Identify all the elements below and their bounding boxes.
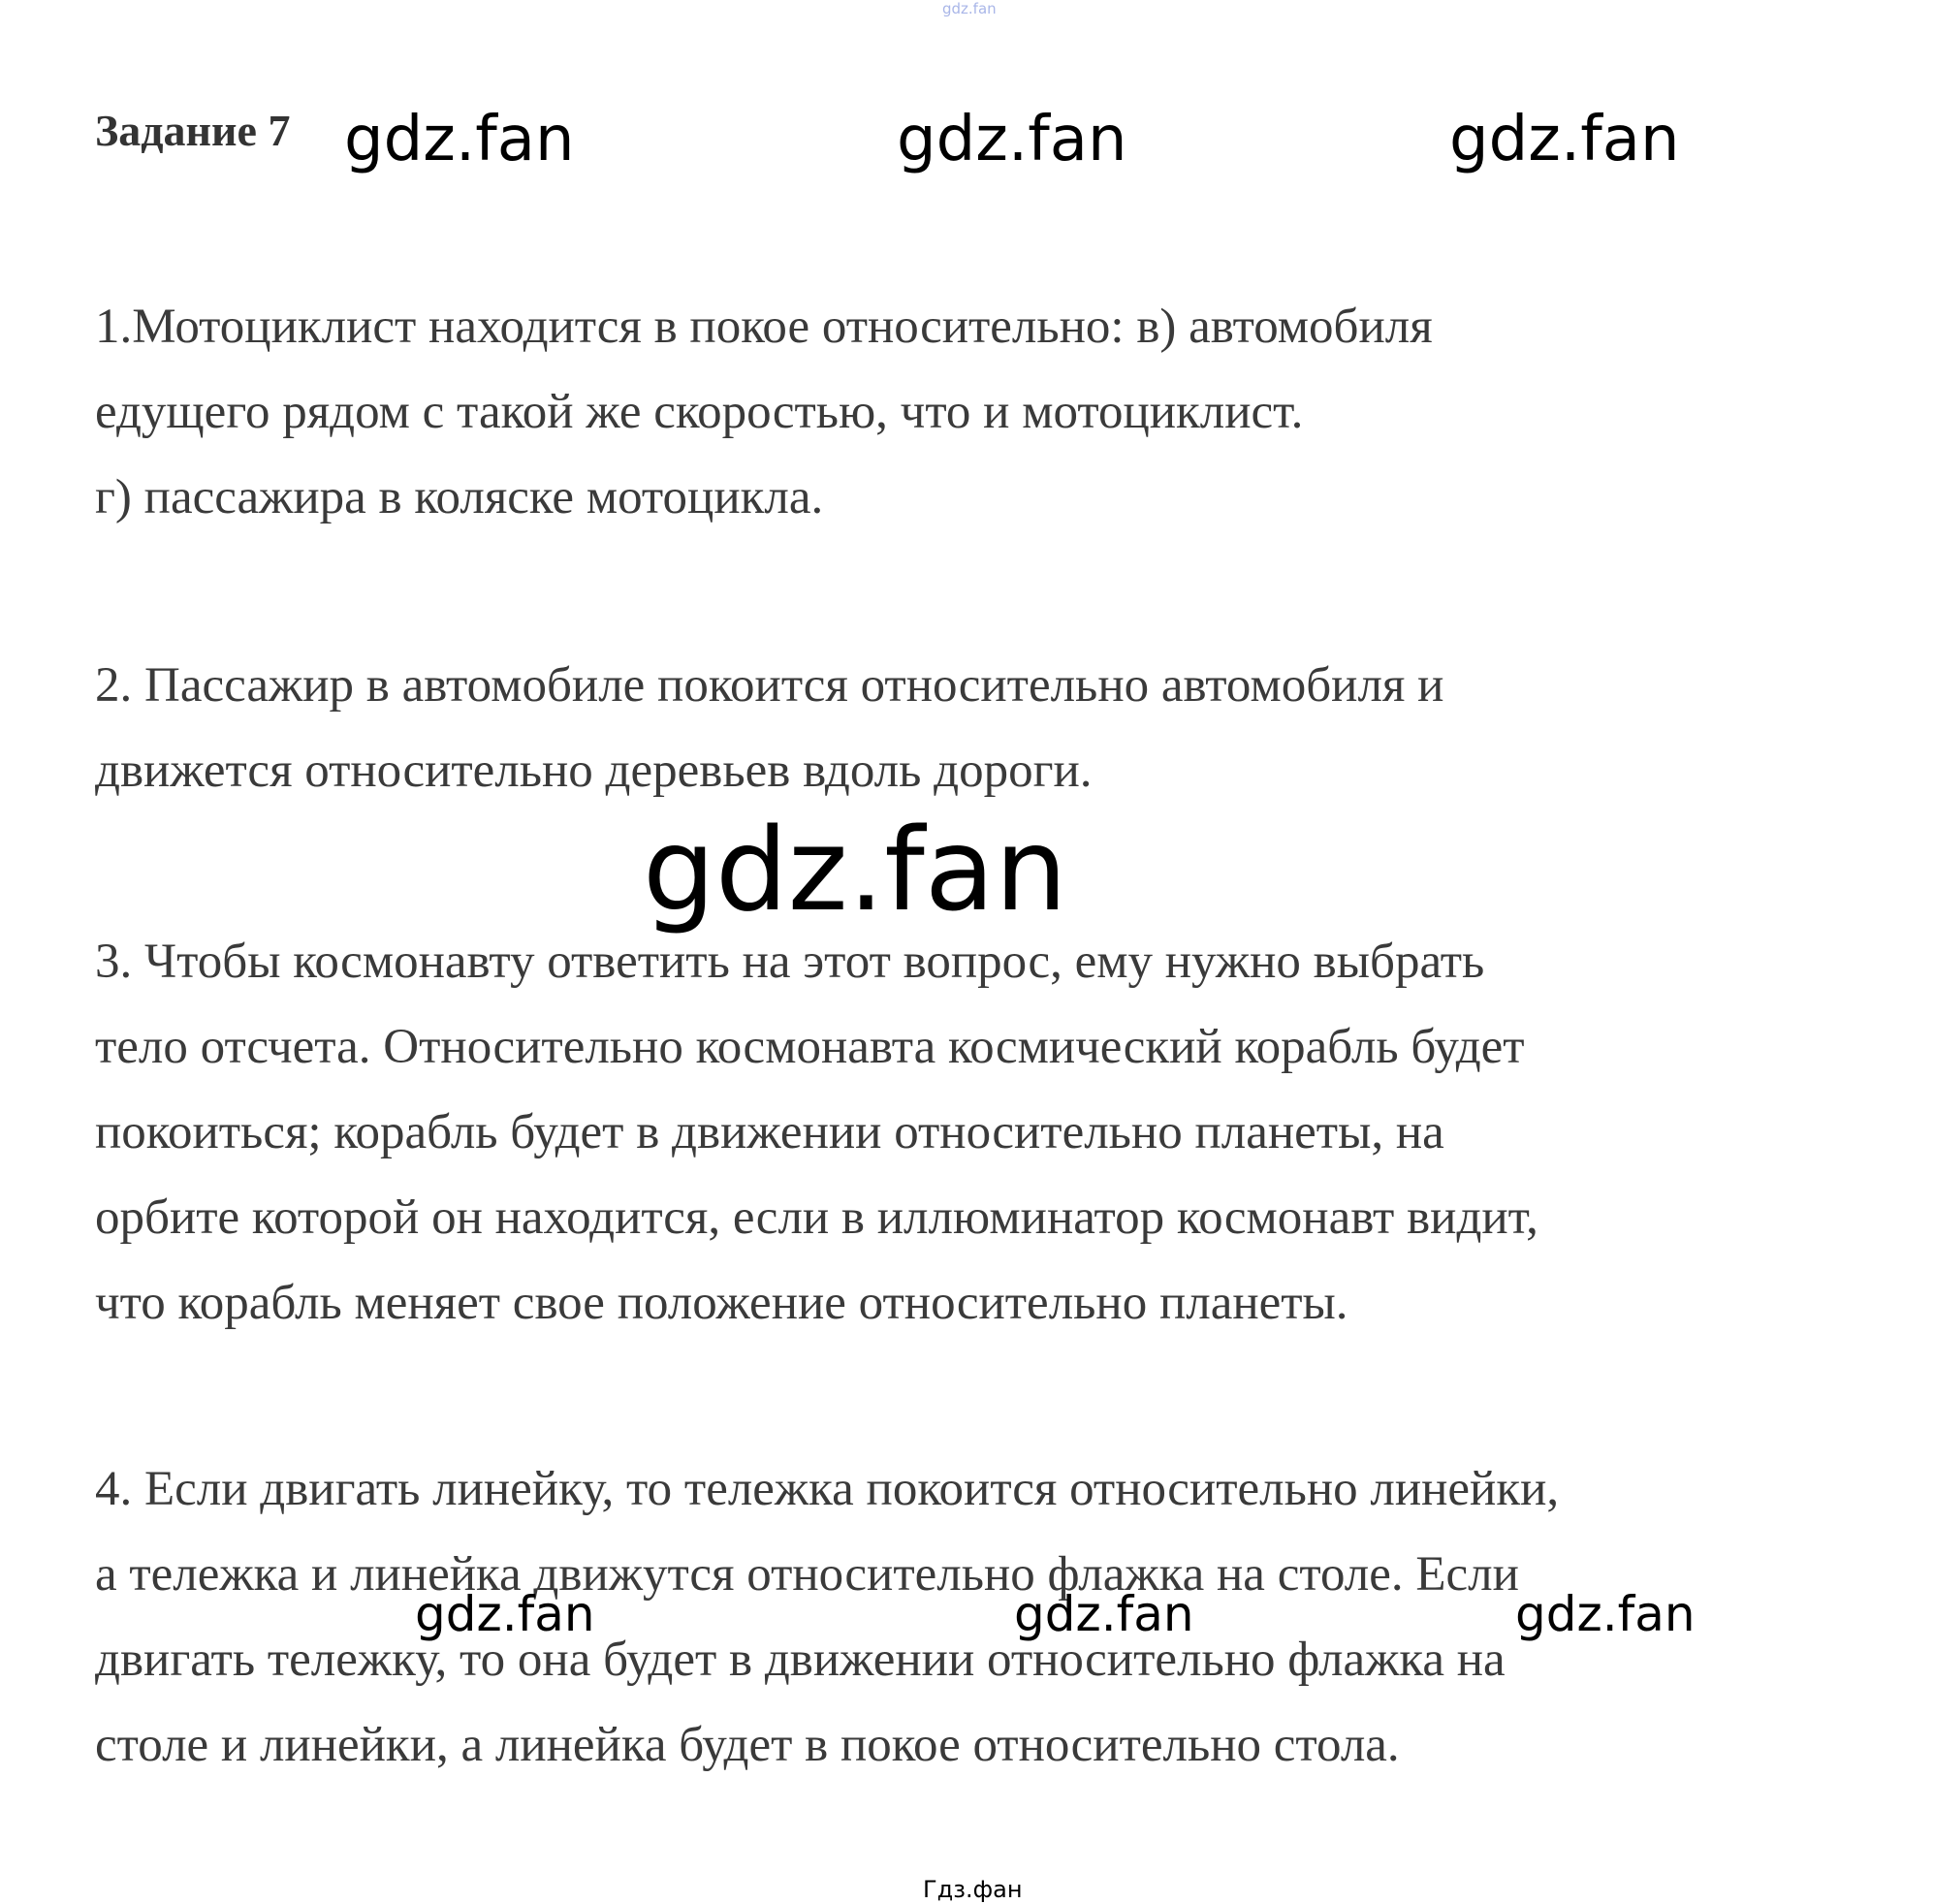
answer-2 [95,643,1821,813]
answer-1-line-1: 1.Мотоциклист находится в покое относительно: в) автомобиля [95,300,1433,354]
answer-2-line-2: движется относительно деревьев вдоль дороги. [95,744,1093,798]
answer-3-line-1: 3. Чтобы космонавту ответить на этот вопрос, ему нужно выбрать [95,935,1485,989]
answer-2-line-1: 2. Пассажир в автомобиле покоится относительно автомобиля и [95,658,1444,713]
answer-4-line-2: а тележка и линейка движутся относительно флажка на столе. Если [95,1547,1519,1602]
answer-3 [95,919,1821,1346]
answer-1 [95,284,1821,540]
answer-4-line-4: столе и линейки, а линейка будет в покое относительно стола. [95,1718,1400,1772]
watermark-top-1: gdz.fan [344,104,575,175]
answer-3-line-4: орбите которой он находится, если в иллюминатор космонавт видит, [95,1190,1538,1245]
answer-3-line-2: тело отсчета. Относительно космонавта космический корабль будет [95,1020,1525,1074]
footer-mark: Гдз.фан [923,1876,1023,1903]
top-watermark: gdz.fan [942,0,997,17]
watermark-lower-1: gdz.fan [415,1586,595,1642]
watermark-top-3: gdz.fan [1449,104,1680,175]
task-heading: Задание 7 [95,106,291,155]
watermark-top-2: gdz.fan [897,104,1127,175]
answer-1-line-3: г) пассажира в коляске мотоцикла. [95,470,824,524]
answer-3-line-5: что корабль меняет свое положение относительно планеты. [95,1276,1348,1330]
watermark-center: gdz.fan [643,803,1067,936]
watermark-lower-3: gdz.fan [1515,1586,1696,1642]
answer-3-line-3: покоиться; корабль будет в движении относительно планеты, на [95,1105,1444,1159]
answer-4-line-1: 4. Если двигать линейку, то тележка покоится относительно линейки, [95,1462,1560,1516]
watermark-lower-2: gdz.fan [1014,1586,1194,1642]
answer-4-line-3: двигать тележку, то она будет в движении относительно флажка на [95,1633,1506,1687]
answer-1-line-2: едущего рядом с такой же скоростью, что и мотоциклист. [95,385,1304,439]
